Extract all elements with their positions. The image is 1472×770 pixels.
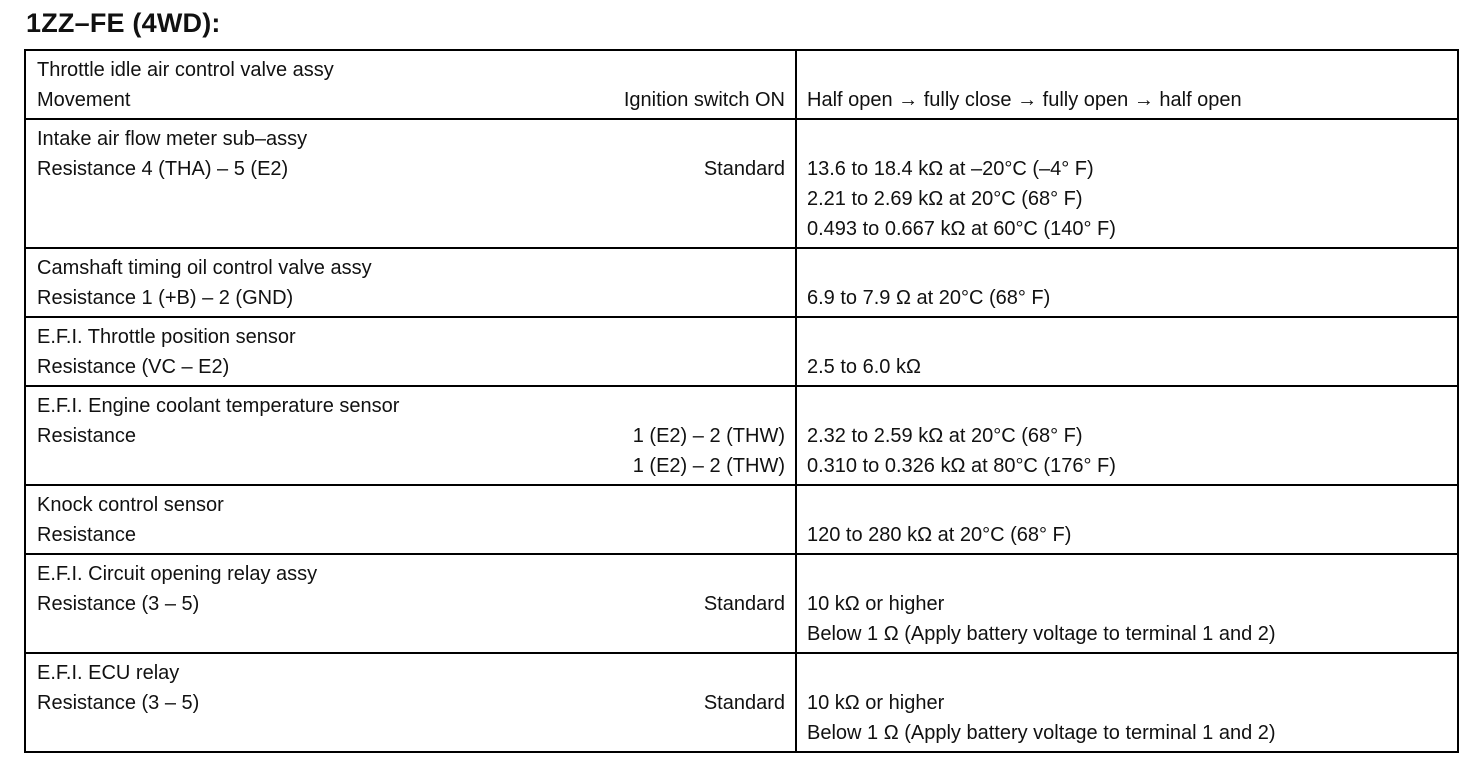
condition-text: Standard bbox=[703, 692, 785, 714]
spec-value: Half open → fully close → fully open → half open bbox=[807, 89, 1242, 111]
spec-value: 10 kΩ or higher bbox=[807, 692, 945, 714]
table-row bbox=[25, 485, 1458, 554]
table-row bbox=[25, 119, 1458, 248]
check-item: Movement bbox=[37, 89, 131, 111]
condition-text: Standard bbox=[703, 593, 785, 615]
check-item: Resistance 4 (THA) – 5 (E2) bbox=[37, 158, 289, 180]
value-cell bbox=[796, 386, 1458, 485]
check-item: Resistance 1 (+B) – 2 (GND) bbox=[37, 287, 294, 309]
component-name: E.F.I. Circuit opening relay assy bbox=[37, 563, 318, 585]
spec-value: Below 1 Ω (Apply battery voltage to terminal 1 and 2) bbox=[807, 623, 1276, 645]
page-title: 1ZZ–FE (4WD): bbox=[26, 8, 221, 38]
component-cell bbox=[25, 485, 796, 554]
condition-text: 1 (E2) – 2 (THW) bbox=[632, 455, 785, 477]
component-cell bbox=[25, 50, 796, 119]
component-cell bbox=[25, 386, 796, 485]
table-row bbox=[25, 386, 1458, 485]
component-cell bbox=[25, 554, 796, 653]
check-item: Resistance bbox=[37, 524, 136, 546]
value-cell bbox=[796, 317, 1458, 386]
spec-value: 13.6 to 18.4 kΩ at –20°C (–4° F) bbox=[807, 158, 1094, 180]
component-name: Intake air flow meter sub–assy bbox=[37, 128, 308, 150]
table-row bbox=[25, 50, 1458, 119]
spec-value: 2.21 to 2.69 kΩ at 20°C (68° F) bbox=[807, 188, 1083, 210]
spec-value: 6.9 to 7.9 Ω at 20°C (68° F) bbox=[807, 287, 1051, 309]
component-name: Camshaft timing oil control valve assy bbox=[37, 257, 372, 279]
component-name: E.F.I. Throttle position sensor bbox=[37, 326, 296, 348]
value-cell bbox=[796, 554, 1458, 653]
value-cell bbox=[796, 485, 1458, 554]
spec-value: 2.32 to 2.59 kΩ at 20°C (68° F) bbox=[807, 425, 1083, 447]
table-row bbox=[25, 317, 1458, 386]
spec-value: 0.493 to 0.667 kΩ at 60°C (140° F) bbox=[807, 218, 1116, 240]
component-cell bbox=[25, 119, 796, 248]
component-cell bbox=[25, 248, 796, 317]
value-cell bbox=[796, 119, 1458, 248]
spec-table bbox=[24, 49, 1459, 753]
component-name: Knock control sensor bbox=[37, 494, 224, 516]
condition-text: Standard bbox=[703, 158, 785, 180]
value-cell bbox=[796, 653, 1458, 752]
table-row bbox=[25, 248, 1458, 317]
component-name: E.F.I. Engine coolant temperature sensor bbox=[37, 395, 400, 417]
component-name: E.F.I. ECU relay bbox=[37, 662, 180, 684]
component-cell bbox=[25, 317, 796, 386]
condition-text: 1 (E2) – 2 (THW) bbox=[632, 425, 785, 447]
value-cell bbox=[796, 248, 1458, 317]
condition-text: Ignition switch ON bbox=[623, 89, 785, 111]
value-cell bbox=[796, 50, 1458, 119]
spec-value: 10 kΩ or higher bbox=[807, 593, 945, 615]
check-item: Resistance (3 – 5) bbox=[37, 593, 200, 615]
component-cell bbox=[25, 653, 796, 752]
table-row bbox=[25, 554, 1458, 653]
component-name: Throttle idle air control valve assy bbox=[37, 59, 334, 81]
spec-value: 0.310 to 0.326 kΩ at 80°C (176° F) bbox=[807, 455, 1116, 477]
spec-value: Below 1 Ω (Apply battery voltage to terminal 1 and 2) bbox=[807, 722, 1276, 744]
spec-value: 2.5 to 6.0 kΩ bbox=[807, 356, 921, 378]
check-item: Resistance (VC – E2) bbox=[37, 356, 230, 378]
check-item: Resistance (3 – 5) bbox=[37, 692, 200, 714]
check-item: Resistance bbox=[37, 425, 136, 447]
table-row bbox=[25, 653, 1458, 752]
spec-value: 120 to 280 kΩ at 20°C (68° F) bbox=[807, 524, 1072, 546]
